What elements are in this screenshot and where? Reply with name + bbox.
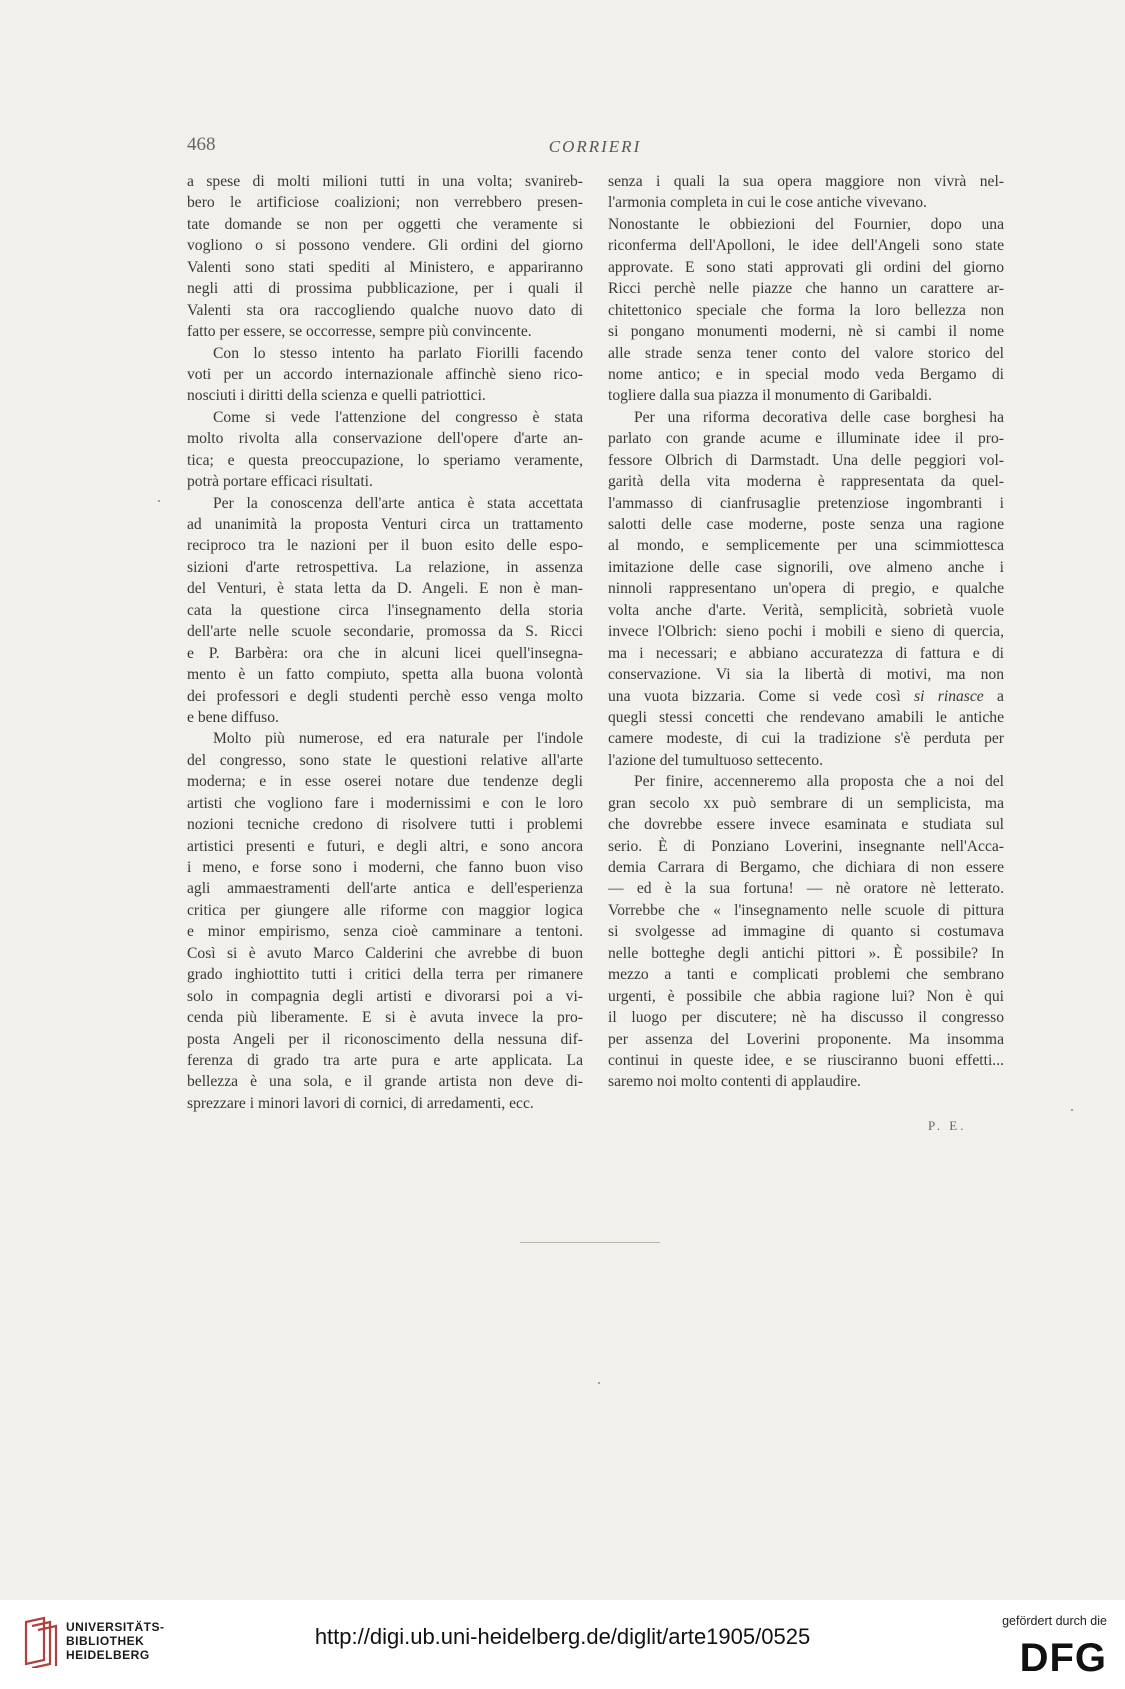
left-text-column — [187, 171, 583, 1114]
text-line: fessore Olbrich di Darmstadt. Una delle peggiori vol- — [608, 451, 1004, 469]
text-line: artisti che vogliono fare i modernissimi e con le loro — [187, 794, 583, 812]
text-line: voti per un accordo internazionale affinchè sieno rico- — [187, 365, 583, 383]
text-line: bero le artificiose coalizioni; non verrebbero presen- — [187, 194, 583, 212]
page-header — [187, 134, 1003, 164]
text-line: salotti delle case moderne, poste senza una ragione — [608, 516, 1004, 533]
text-line: l'armonia completa in cui le cose antiche vivevano. — [608, 194, 927, 212]
text-line: imitazione delle case signorili, ove almeno anche i — [608, 558, 1004, 576]
text-line: continui in queste idee, e se riusciranno buoni effetti... — [608, 1051, 1004, 1069]
text-line: ninnoli rappresentano un'opera di pregio, e qualche — [608, 580, 1004, 598]
text-line: artistici presenti e futuri, e degli altri, e sono ancora — [187, 837, 583, 855]
text-line: a spese di molti milioni tutti in una volta; svanireb- — [187, 173, 583, 190]
text-line: dell'arte nelle scuole secondarie, promossa da S. Ricci — [187, 623, 583, 641]
text-line: vogliono o si possono vendere. Gli ordini del giorno — [187, 237, 583, 255]
text-line: dei professori e degli studenti perchè esso venga molto — [187, 687, 583, 705]
text-line: una vuota bizzaria. Come si vede così si rinasce a — [608, 687, 1004, 705]
digitization-footer — [0, 1600, 1125, 1689]
text-line: Come si vede l'attenzione del congresso è stata — [213, 408, 583, 426]
text-line: Per una riforma decorativa delle case borghesi ha — [634, 408, 1004, 426]
text-line: invece l'Olbrich: sieno pochi i mobili e sieno di quercia, — [608, 623, 1004, 641]
author-signature: P. E. — [928, 1118, 967, 1133]
text-line: i meno, e forse sono i moderni, che fanno buon viso — [187, 859, 583, 876]
text-line: cata la questione circa l'insegnamento della storia — [187, 601, 583, 619]
text-line: e P. Barbèra: ora che in alcuni licei quell'insegna- — [187, 644, 583, 662]
text-line: serio. È di Ponziano Loverini, insegnante nell'Acca- — [608, 837, 1004, 855]
text-line: mezzo a tanti e complicati problemi che sembrano — [608, 966, 1004, 984]
text-line: nome antico; e in special modo veda Bergamo di — [608, 365, 1004, 383]
text-line: volta anche d'arte. Verità, semplicità, sobrietà vuole — [608, 601, 1004, 619]
text-line: ferenza di grado tra arte pura e arte applicata. La — [187, 1051, 583, 1069]
text-line: per assenza del Loverini proponente. Ma insomma — [608, 1030, 1004, 1048]
text-line: ad unanimità la proposta Venturi circa un trattamento — [187, 516, 583, 533]
text-line: solo in compagnia degli artisti e divorarsi poi a vi- — [187, 987, 583, 1005]
text-line: nelle botteghe degli antichi pittori ». È possibile? In — [608, 944, 1004, 962]
text-line: sizioni d'arte retrospettiva. La relazione, in assenza — [187, 558, 583, 576]
scan-speck — [1071, 1109, 1073, 1111]
text-line: nosciuti i diritti della scienza e quelli patriottici. — [187, 387, 486, 405]
text-line: — ed è la sua fortuna! — nè oratore nè letterato. — [608, 880, 1004, 898]
library-name-line: BIBLIOTHEK — [66, 1634, 145, 1648]
text-line: Ricci perchè nelle piazze che hanno un carattere ar- — [608, 280, 1004, 298]
text-line: gran secolo xx può sembrare di un semplicista, ma — [608, 794, 1004, 812]
text-line: l'ammasso di cianfrusaglie pretenziose ingombranti i — [608, 494, 1004, 512]
text-line: Valenti sta ora raccogliendo qualche nuovo dato di — [187, 301, 583, 319]
text-line: molto rivolta alla conservazione dell'opere d'arte an- — [187, 430, 583, 448]
text-line: Vorrebbe che « l'insegnamento nelle scuole di pittura — [608, 901, 1004, 919]
text-line: del congresso, sono state le questioni relative all'arte — [187, 751, 583, 769]
text-line: posta Angeli per il riconoscimento della nessuna dif- — [187, 1030, 583, 1048]
running-title: CORRIERI — [548, 137, 642, 156]
text-line: quegli stessi concetti che rendevano amabili le antiche — [608, 708, 1004, 726]
text-line: si svolgesse ad immagine di quanto si costumava — [608, 923, 1004, 941]
page-number: 468 — [187, 134, 216, 155]
text-line: riconferma dell'Apolloni, le idee dell'Angeli sono state — [608, 237, 1004, 255]
text-line: tica; e questa preoccupazione, lo speriamo veramente, — [187, 451, 583, 469]
text-line: e minor empirismo, senza cioè camminare a tentoni. — [187, 923, 583, 941]
text-line: reciproco tra le nazioni per il buon esito delle espo- — [187, 537, 583, 555]
library-name-line: UNIVERSITÄTS- — [66, 1620, 165, 1634]
text-line: togliere dalla sua piazza il monumento di Garibaldi. — [608, 387, 932, 405]
text-line: parlato con grande acume e illuminate idee il pro- — [608, 430, 1004, 448]
text-line: nozioni tecniche credono di risolvere tutti i problemi — [187, 816, 583, 834]
text-line: Molto più numerose, ed era naturale per l'indole — [213, 730, 583, 748]
section-divider — [520, 1242, 660, 1243]
scan-speck — [598, 1382, 600, 1384]
text-line: tate domande se non per oggetti che veramente si — [187, 215, 583, 233]
text-line: agli ammaestramenti dell'arte antica e dell'esperienza — [187, 880, 583, 898]
text-line: al mondo, e semplicemente per una scimmiottesca — [608, 537, 1004, 555]
text-line: grado inghiottito tutti i critici della terra per rimanere — [187, 966, 583, 984]
scan-speck — [158, 500, 160, 502]
right-text-column — [608, 171, 1004, 1093]
text-line: del Venturi, è stata letta da D. Angeli. E non è man- — [187, 580, 583, 598]
text-line: Per finire, accenneremo alla proposta che a noi del — [634, 773, 1004, 791]
dfg-logo: DFG — [1019, 1636, 1107, 1680]
text-line: bellezza è una sola, e il grande artista non deve di- — [187, 1073, 583, 1091]
text-line: chitettonico speciale che forma la loro bellezza non — [608, 301, 1004, 319]
text-line: approvate. E sono stati approvati gli ordini del giorno — [608, 258, 1004, 276]
text-line: il luogo per discutere; nè ha discusso il congresso — [608, 1009, 1004, 1027]
text-line: fatto per essere, se occorresse, sempre più convincente. — [187, 323, 532, 341]
text-line: camere modeste, di cui la tradizione s'è perduta per — [608, 730, 1004, 748]
source-url-link[interactable]: http://digi.ub.uni-heidelberg.de/diglit/arte1905/0525 — [314, 1624, 811, 1649]
text-line: demia Carrara di Bergamo, che dichiara di non essere — [608, 859, 1004, 876]
text-line: conservazione. Vi sia la libertà di motivi, ma non — [608, 666, 1004, 684]
text-line: moderna; e in esse oserei notare due tendenze degli — [187, 773, 583, 791]
text-line: Così si è avuto Marco Calderini che avrebbe di buon — [187, 944, 583, 962]
text-line: Per la conoscenza dell'arte antica è stata accettata — [213, 494, 583, 512]
text-line: sprezzare i minori lavori di cornici, di arredamenti, ecc. — [187, 1094, 534, 1112]
text-line: saremo noi molto contenti di applaudire. — [608, 1073, 861, 1091]
text-line: che dovrebbe essere invece esaminata e studiata sul — [608, 816, 1004, 834]
text-line: senza i quali la sua opera maggiore non vivrà nel- — [608, 173, 1004, 190]
text-line: l'azione del tumultuoso settecento. — [608, 751, 824, 769]
text-line: Con lo stesso intento ha parlato Fiorilli facendo — [213, 344, 583, 362]
library-name-line: HEIDELBERG — [66, 1648, 150, 1662]
text-line: ma i necessari; e abbiano accuratezza di fattura e di — [608, 644, 1004, 662]
text-line: potrà portare efficaci risultati. — [187, 473, 373, 491]
text-line: mento è un fatto compiuto, spetta alla buona volontà — [187, 666, 583, 684]
text-line: e bene diffuso. — [187, 708, 279, 726]
text-line: alle strade senza tener conto del valore storico del — [608, 344, 1004, 362]
text-line: Valenti sono stati spediti al Ministero, e appariranno — [187, 258, 583, 276]
text-line: urgenti, è possibile che abbia ragione lui? Non è qui — [608, 987, 1004, 1005]
text-line: garità della vita moderna è rappresentata da quel- — [608, 473, 1004, 491]
text-line: Nonostante le obbiezioni del Fournier, dopo una — [608, 215, 1004, 233]
text-line: negli atti di prossima pubblicazione, per i quali il — [187, 280, 583, 298]
text-line: si pongano monumenti moderni, nè si cambi il nome — [608, 323, 1004, 341]
text-line: critica per giungere alle riforme con maggior logica — [187, 901, 583, 919]
text-line: cenda più liberamente. E si è avuta invece la pro- — [187, 1009, 583, 1027]
funded-by-label: gefördert durch die — [1002, 1614, 1107, 1628]
